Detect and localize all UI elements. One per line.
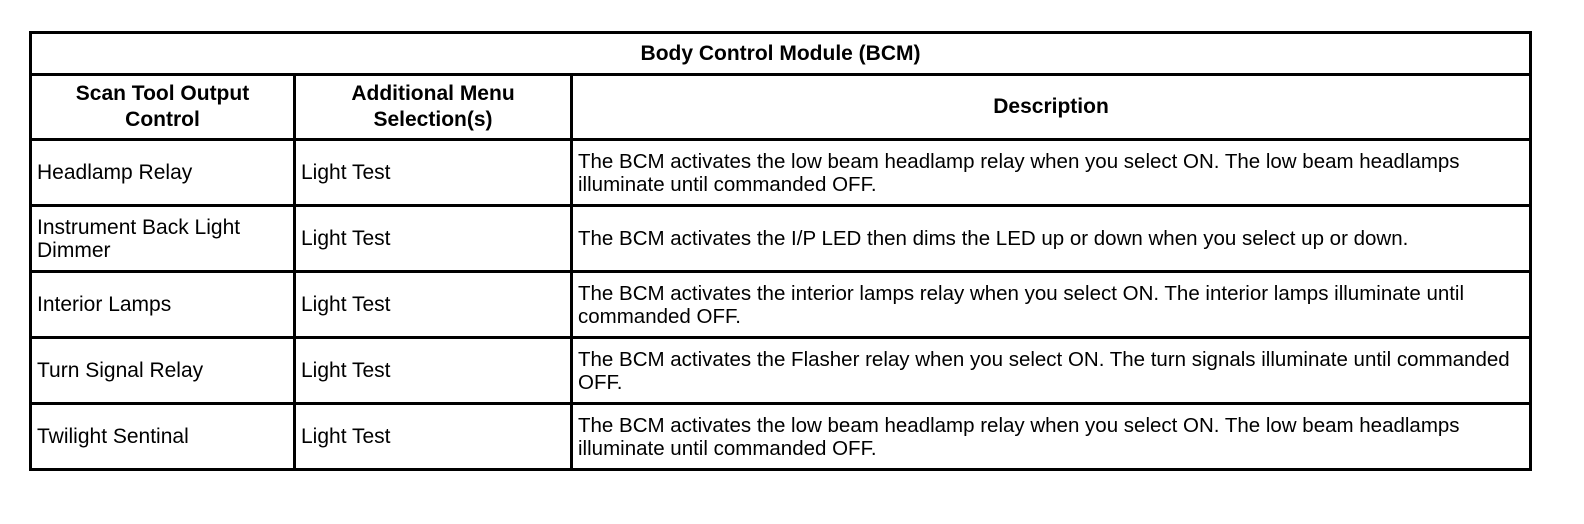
table-title: Body Control Module (BCM) <box>31 33 1531 75</box>
cell-menu-selection: Light Test <box>295 206 572 272</box>
cell-description: The BCM activates the low beam headlamp relay when you select ON. The low beam headlamps illuminate until commanded OFF. <box>572 404 1531 470</box>
bcm-output-control-table <box>29 31 1532 471</box>
table-header-row <box>31 75 1531 140</box>
table-row <box>31 206 1531 272</box>
cell-menu-selection: Light Test <box>295 404 572 470</box>
header-output-control: Scan Tool Output Control <box>31 75 295 140</box>
cell-output-control: Headlamp Relay <box>31 140 295 206</box>
table-row <box>31 404 1531 470</box>
table-row <box>31 272 1531 338</box>
table-row <box>31 338 1531 404</box>
cell-menu-selection: Light Test <box>295 272 572 338</box>
cell-output-control: Twilight Sentinal <box>31 404 295 470</box>
cell-description: The BCM activates the low beam headlamp relay when you select ON. The low beam headlamps illuminate until commanded OFF. <box>572 140 1531 206</box>
header-menu-selection: Additional Menu Selection(s) <box>295 75 572 140</box>
cell-output-control: Interior Lamps <box>31 272 295 338</box>
cell-output-control: Turn Signal Relay <box>31 338 295 404</box>
cell-menu-selection: Light Test <box>295 140 572 206</box>
cell-description: The BCM activates the interior lamps relay when you select ON. The interior lamps illuminate until commanded OFF. <box>572 272 1531 338</box>
header-description: Description <box>572 75 1531 140</box>
cell-description: The BCM activates the Flasher relay when you select ON. The turn signals illuminate until commanded OFF. <box>572 338 1531 404</box>
cell-output-control: Instrument Back Light Dimmer <box>31 206 295 272</box>
cell-description: The BCM activates the I/P LED then dims the LED up or down when you select up or down. <box>572 206 1531 272</box>
cell-menu-selection: Light Test <box>295 338 572 404</box>
table-title-row <box>31 33 1531 75</box>
table-row <box>31 140 1531 206</box>
